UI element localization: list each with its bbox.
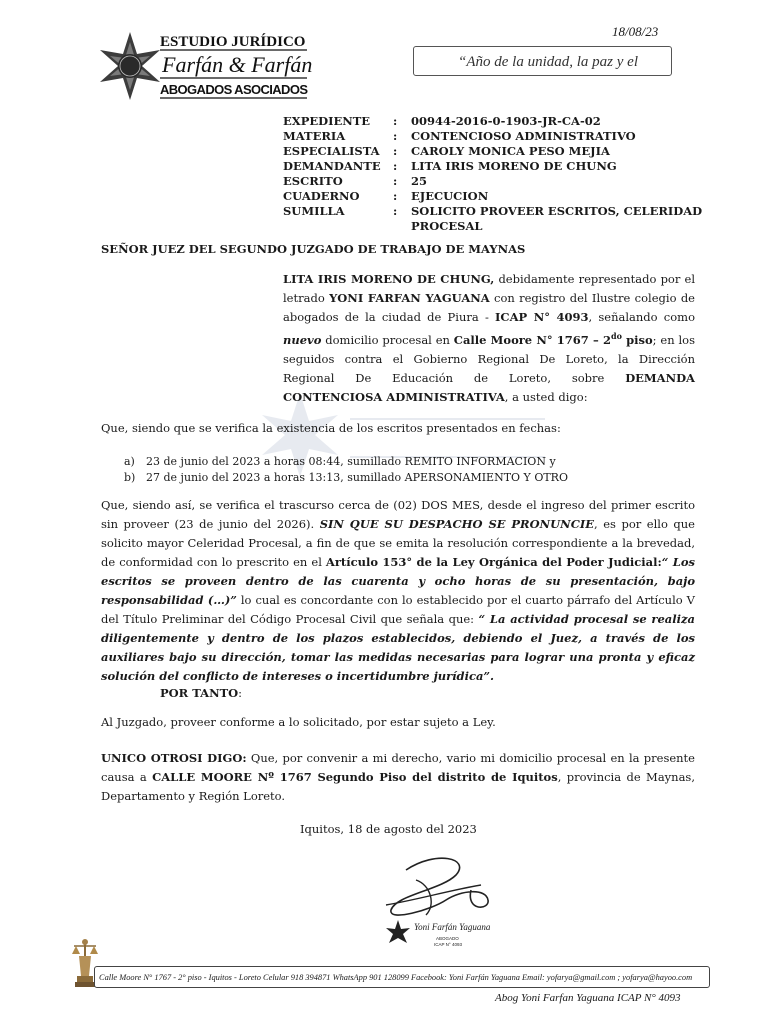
motto-banner: “Año de la unidad, la paz y el (413, 46, 672, 76)
case-info-value: CONTENCIOSO ADMINISTRATIVO (411, 129, 636, 143)
case-info-separator: : (393, 114, 398, 128)
procedural-address: Calle Moore N° $1767 - 2^{do}$ piso (453, 331, 653, 347)
otrosi-paragraph: UNICO OTROSI DIGO: Que, por convenir a mi derecho, vario mi domicilio procesal en la presente causa a CALLE MOORE Nº 1767 Segundo Piso del distrito de Iquitos, provincia de Maynas, Departamento y Región Loreto. (101, 751, 695, 803)
case-info-label: EXPEDIENTE (283, 114, 371, 128)
case-info-label: MATERIA (283, 129, 346, 143)
plaintiff-name: LITA IRIS MORENO DE CHUNG, (283, 272, 495, 286)
que-paragraph: Que, siendo que se verifica la existencia de los escritos presentados en fechas: (101, 421, 561, 435)
case-info-value: SOLICITO PROVEER ESCRITOS, CELERIDAD PROCESAL (411, 204, 703, 233)
svg-text:ABOGADO: ABOGADO (436, 936, 459, 941)
case-info-value: EJECUCION (411, 189, 489, 203)
case-info-label: CUADERNO (283, 189, 360, 203)
case-info-separator: : (393, 144, 398, 158)
case-info-separator: : (393, 174, 398, 188)
case-info-separator: : (393, 159, 398, 173)
footer-signature-line: Abog Yoni Farfan Yaguana ICAP N° 4093 (495, 992, 681, 1004)
place-date: Iquitos, 18 de agosto del 2023 (300, 822, 477, 836)
case-info-block (283, 114, 703, 234)
svg-text:ICAP N° 4093: ICAP N° 4093 (434, 942, 462, 947)
lawsuit-type: DEMANDA CONTENCIOSA ADMINISTRATIVA (283, 370, 695, 404)
addressee: SEÑOR JUEZ DEL SEGUNDO JUZGADO DE TRABAJO DE MAYNAS (101, 242, 526, 256)
document-date: 18/08/23 (612, 24, 659, 39)
por-tanto-heading: POR TANTO: (160, 686, 243, 700)
firm-line1: ESTUDIO JURÍDICO (160, 34, 306, 50)
case-info-value: 00944-2016-0-1903-JR-CA-02 (411, 114, 601, 128)
lawyer-stamp (386, 912, 496, 952)
firm-line2: Farfán & Farfán (162, 52, 313, 77)
case-info-label: DEMANDANTE (283, 159, 381, 173)
filings-list (124, 454, 568, 486)
case-info-separator: : (393, 189, 398, 203)
firm-line3: ABOGADOS ASOCIADOS (160, 82, 308, 97)
main-paragraph: Que, siendo así, se verifica el trascurso cerca de (02) DOS MES, desde el ingreso del primer escrito sin proveer (23 de junio del 2026). SIN QUE SU DESPACHO SE PRONUNCIE, es por ello que solicito mayor Celeridad Procesal, a fin de que se emita la resolución correspondiente a la brevedad, de conformidad con lo prescrito en el Artículo 153° de la Ley Orgánica del Poder Judicial:“ Los escritos se proveen dentro de las cuarenta y ocho horas de su presentación, bajo responsabilidad (…)” lo cual es concordante con lo establecido por el cuarto párrafo del Artículo V del Título Preliminar del Código Procesal Civil que señala que: “ La actividad procesal se realiza diligentemente y dentro de los plazos establecidos, debiendo el Juez, a través de los auxiliares bajo su dirección, tomar las medidas necesarias para lograr una pronta y eficaz solución del conflicto de intereses o incertidumbre jurídica”. (101, 498, 695, 683)
case-info-label: ESPECIALISTA (283, 144, 380, 158)
case-info-row (283, 144, 703, 159)
list-item: b) 27 de junio del 2023 a horas 13:13, sumillado APERSONAMIENTO Y OTRO (124, 471, 568, 484)
icap-number: ICAP N° 4093 (495, 310, 589, 324)
case-info-row (283, 129, 703, 144)
svg-text:Yoni Farfán Yaguana: Yoni Farfán Yaguana (414, 922, 491, 932)
case-info-row (283, 159, 703, 174)
case-info-row (283, 114, 703, 129)
case-info-separator: : (393, 129, 398, 143)
case-info-value: CAROLY MONICA PESO MEJIA (411, 144, 610, 158)
nuevo-word: nuevo (283, 332, 322, 347)
case-info-row (283, 174, 703, 189)
list-item: a) 23 de junio del 2023 a horas 08:44, sumillado REMITO INFORMACION y (124, 455, 556, 468)
case-info-row (283, 204, 703, 234)
case-info-separator: : (393, 204, 398, 218)
al-juzgado-line: Al Juzgado, proveer conforme a lo solicitado, por estar sujeto a Ley. (101, 715, 496, 729)
case-info-label: SUMILLA (283, 204, 345, 218)
lawyer-name: YONI FARFAN YAGUANA (329, 291, 490, 305)
intro-paragraph: LITA IRIS MORENO DE CHUNG, debidamente representado por el letrado YONI FARFAN YAGUANA con registro del Ilustre colegio de abogados de la ciudad de Piura - ICAP N° 4093, señalando como nuevo domicilio procesal en Calle Moore N° $1767 - 2^{do}$ piso; en los seguidos contra el Gobierno Regional De Loreto, la Dirección Regional De Educación de Loreto, sobre DEMANDA CONTENCIOSA ADMINISTRATIVA, a usted digo: (283, 272, 695, 404)
firm-logo (92, 30, 317, 105)
footer-contact: Calle Moore N° 1767 - 2° piso - Iquitos - Loreto Celular 918 394871 WhatsApp 901 128099 Facebook: Yoni Farfán Yaguana Email: yofarya@gmail.com ; yofarya@hayoo.com (94, 966, 710, 988)
case-info-value: LITA IRIS MORENO DE CHUNG (411, 159, 617, 173)
case-info-row (283, 189, 703, 204)
case-info-label: ESCRITO (283, 174, 343, 188)
case-info-value: 25 (411, 174, 428, 188)
